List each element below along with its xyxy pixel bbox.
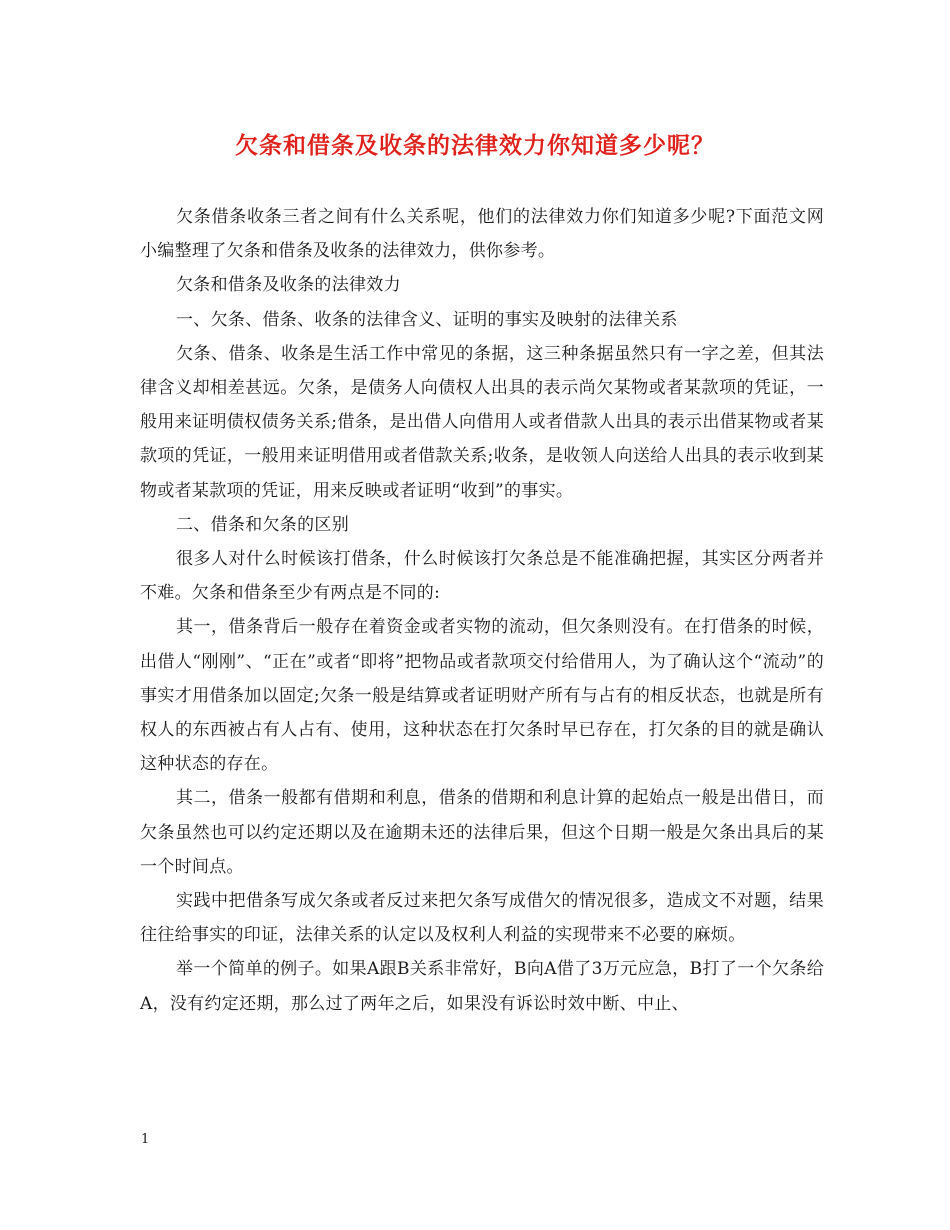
paragraph-distinction: 很多人对什么时候该打借条，什么时候该打欠条总是不能准确把握，其实区分两者并不难。欠条和借条至少有两点是不同的: — [140, 549, 824, 604]
page-number: 1 — [141, 1132, 150, 1147]
paragraph-practice: 实践中把借条写成欠条或者反过来把欠条写成借欠的情况很多，造成文不对题，结果往往给事实的印证，法律关系的认定以及权利人利益的实现带来不必要的麻烦。 — [140, 891, 824, 946]
document-body — [140, 200, 824, 1021]
document-title: 欠条和借条及收条的法律效力你知道多少呢？ — [235, 132, 715, 159]
paragraph-subtitle: 欠条和借条及收条的法律效力 — [176, 275, 401, 296]
section-heading-1: 一、欠条、借条、收条的法律含义、证明的事实及映射的法律关系 — [176, 309, 678, 330]
paragraph-point-two: 其二，借条一般都有借期和利息，借条的借期和利息计算的起始点一般是出借日，而欠条虽然也可以约定还期以及在逾期未还的法律后果，但这个日期一般是欠条出具后的某一个时间点。 — [140, 788, 824, 877]
paragraph-intro: 欠条借条收条三者之间有什么关系呢，他们的法律效力你们知道多少呢?下面范文网小编整理了欠条和借条及收条的法律效力，供你参考。 — [140, 207, 824, 262]
paragraph-definitions: 欠条、借条、收条是生活工作中常见的条据，这三种条据虽然只有一字之差，但其法律含义却相差甚远。欠条，是债务人向债权人出具的表示尚欠某物或者某款项的凭证，一般用来证明债权债务关系;借条，是出借人向借用人或者借款人出具的表示出借某物或者某款项的凭证，一般用来证明借用或者借款关系;收条，是收领人向送给人出具的表示收到某物或者某款项的凭证，用来反映或者证明“收到”的事实。 — [140, 343, 824, 501]
paragraph-point-one: 其一，借条背后一般存在着资金或者实物的流动，但欠条则没有。在打借条的时候，出借人“刚刚”、“正在”或者“即将”把物品或者款项交付给借用人，为了确认这个“流动”的事实才用借条加以固定;欠条一般是结算或者证明财产所有与占有的相反状态，也就是所有权人的东西被占有人占有、使用，这种状态在打欠条时早已存在，打欠条的目的就是确认这种状态的存在。 — [140, 617, 824, 775]
section-heading-2: 二、借条和欠条的区别 — [176, 514, 349, 535]
paragraph-example: 举一个简单的例子。如果A跟B关系非常好，B向A借了3万元应急，B打了一个欠条给A，没有约定还期，那么过了两年之后，如果没有诉讼时效中断、中止、 — [140, 959, 824, 1014]
